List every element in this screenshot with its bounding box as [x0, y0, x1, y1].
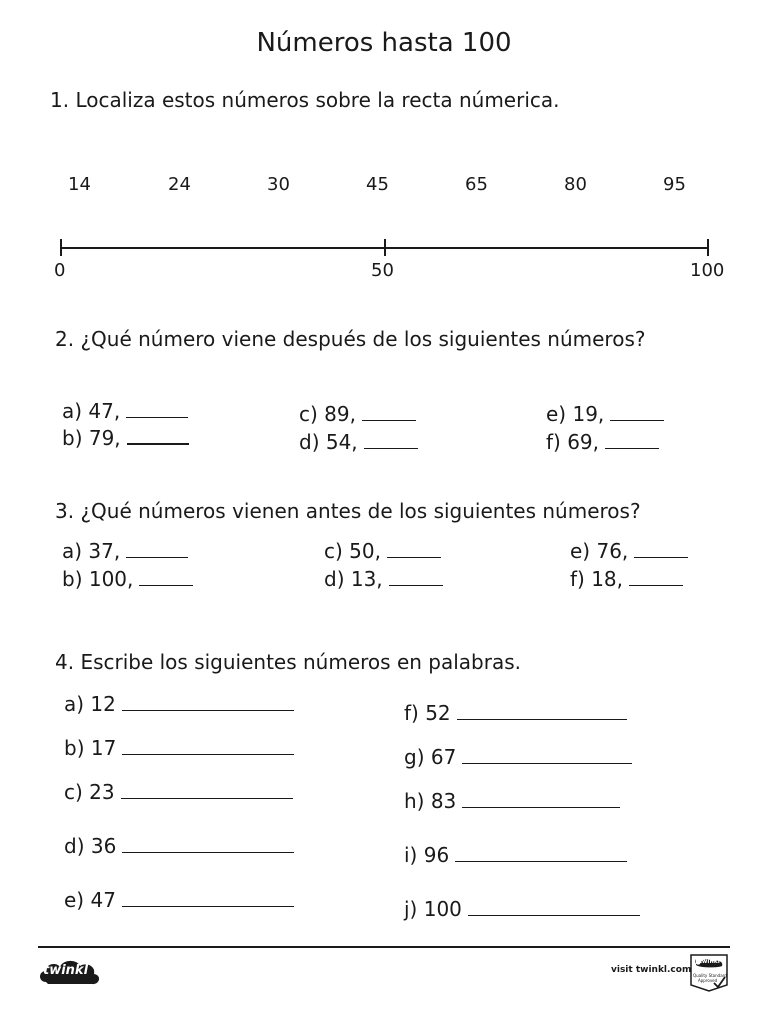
- q2-item-label: f) 69,: [546, 430, 600, 454]
- answer-line[interactable]: [462, 762, 632, 764]
- answer-line[interactable]: [122, 851, 294, 853]
- q2-item: [546, 402, 664, 426]
- q1-number: 80: [564, 174, 587, 195]
- footer-divider: [38, 946, 730, 948]
- answer-blank[interactable]: [362, 419, 416, 421]
- q1-number: 14: [68, 174, 91, 195]
- answer-line[interactable]: [468, 914, 640, 916]
- q4-item: [404, 701, 627, 725]
- q4-item-label: c) 23: [64, 780, 115, 804]
- logo-text: twinkl: [43, 963, 89, 978]
- q2-item: [546, 430, 659, 454]
- answer-blank[interactable]: [605, 447, 659, 449]
- q4-item-label: b) 17: [64, 736, 117, 760]
- answer-blank[interactable]: [389, 584, 443, 586]
- number-line-tick: [707, 239, 709, 256]
- visit-link[interactable]: visit twinkl.com: [611, 965, 692, 975]
- q4-item: [64, 692, 294, 716]
- number-line-tick: [60, 239, 62, 256]
- number-line-tick: [384, 239, 386, 256]
- answer-line[interactable]: [122, 905, 294, 907]
- q4-item: [404, 745, 632, 769]
- answer-line[interactable]: [122, 753, 294, 755]
- answer-line[interactable]: [457, 718, 627, 720]
- q3-item: [62, 567, 193, 591]
- q1-number: 45: [366, 174, 389, 195]
- q2-item-label: e) 19,: [546, 402, 605, 426]
- q1-number: 24: [168, 174, 191, 195]
- answer-blank[interactable]: [387, 556, 441, 558]
- q4-item-label: f) 52: [404, 701, 451, 725]
- question-3-prompt: 3. ¿Qué números vienen antes de los siguientes números?: [55, 499, 641, 523]
- answer-line[interactable]: [121, 797, 293, 799]
- q4-item-label: h) 83: [404, 789, 457, 813]
- q2-item: [62, 399, 188, 423]
- q4-item-label: j) 100: [404, 897, 462, 921]
- number-line-label: 50: [371, 260, 394, 281]
- q4-item: [404, 897, 640, 921]
- q4-item-label: g) 67: [404, 745, 457, 769]
- q1-number: 30: [267, 174, 290, 195]
- answer-line[interactable]: [455, 860, 627, 862]
- q2-item-label: c) 89,: [299, 402, 356, 426]
- q4-item: [64, 736, 294, 760]
- question-1-prompt: 1. Localiza estos números sobre la recta númerica.: [50, 88, 560, 112]
- q4-item-label: a) 12: [64, 692, 116, 716]
- answer-blank[interactable]: [126, 556, 188, 558]
- answer-blank[interactable]: [127, 442, 189, 445]
- question-2-prompt: 2. ¿Qué número viene después de los siguientes números?: [55, 327, 646, 351]
- q4-item-label: e) 47: [64, 888, 116, 912]
- q3-item-label: e) 76,: [570, 539, 629, 563]
- q2-item-label: b) 79,: [62, 426, 121, 450]
- badge-brand: twinkl: [699, 958, 720, 965]
- q3-item-label: c) 50,: [324, 539, 381, 563]
- badge-line1: Quality Standard: [693, 973, 727, 978]
- q3-item-label: d) 13,: [324, 567, 383, 591]
- q2-item-label: a) 47,: [62, 399, 121, 423]
- q4-item: [64, 780, 293, 804]
- q4-item-label: i) 96: [404, 843, 450, 867]
- q3-item-label: f) 18,: [570, 567, 624, 591]
- q3-item-label: a) 37,: [62, 539, 121, 563]
- answer-line[interactable]: [122, 709, 294, 711]
- q3-item: [570, 567, 683, 591]
- q3-item: [324, 567, 443, 591]
- q1-number: 95: [663, 174, 686, 195]
- q4-item: [404, 843, 627, 867]
- q2-item: [299, 430, 418, 454]
- answer-blank[interactable]: [629, 584, 683, 586]
- quality-badge: [688, 953, 730, 993]
- q3-item: [324, 539, 441, 563]
- q3-item: [570, 539, 688, 563]
- badge-line2: Approved: [698, 978, 718, 983]
- q4-item: [64, 888, 294, 912]
- q3-item: [62, 539, 188, 563]
- q2-item: [62, 426, 189, 450]
- answer-blank[interactable]: [139, 584, 193, 586]
- q4-item-label: d) 36: [64, 834, 117, 858]
- question-4-prompt: 4. Escribe los siguientes números en palabras.: [55, 650, 521, 674]
- q2-item: [299, 402, 416, 426]
- q2-item-label: d) 54,: [299, 430, 358, 454]
- answer-blank[interactable]: [364, 447, 418, 449]
- answer-blank[interactable]: [634, 556, 688, 558]
- number-line-label: 0: [54, 260, 66, 281]
- answer-line[interactable]: [462, 806, 620, 808]
- answer-blank[interactable]: [610, 419, 664, 421]
- twinkl-logo[interactable]: [36, 954, 102, 990]
- number-line-label: 100: [690, 260, 725, 281]
- answer-blank[interactable]: [126, 416, 188, 418]
- q4-item: [64, 834, 294, 858]
- q4-item: [404, 789, 620, 813]
- q3-item-label: b) 100,: [62, 567, 134, 591]
- q1-number: 65: [465, 174, 488, 195]
- page-title: Números hasta 100: [256, 28, 512, 58]
